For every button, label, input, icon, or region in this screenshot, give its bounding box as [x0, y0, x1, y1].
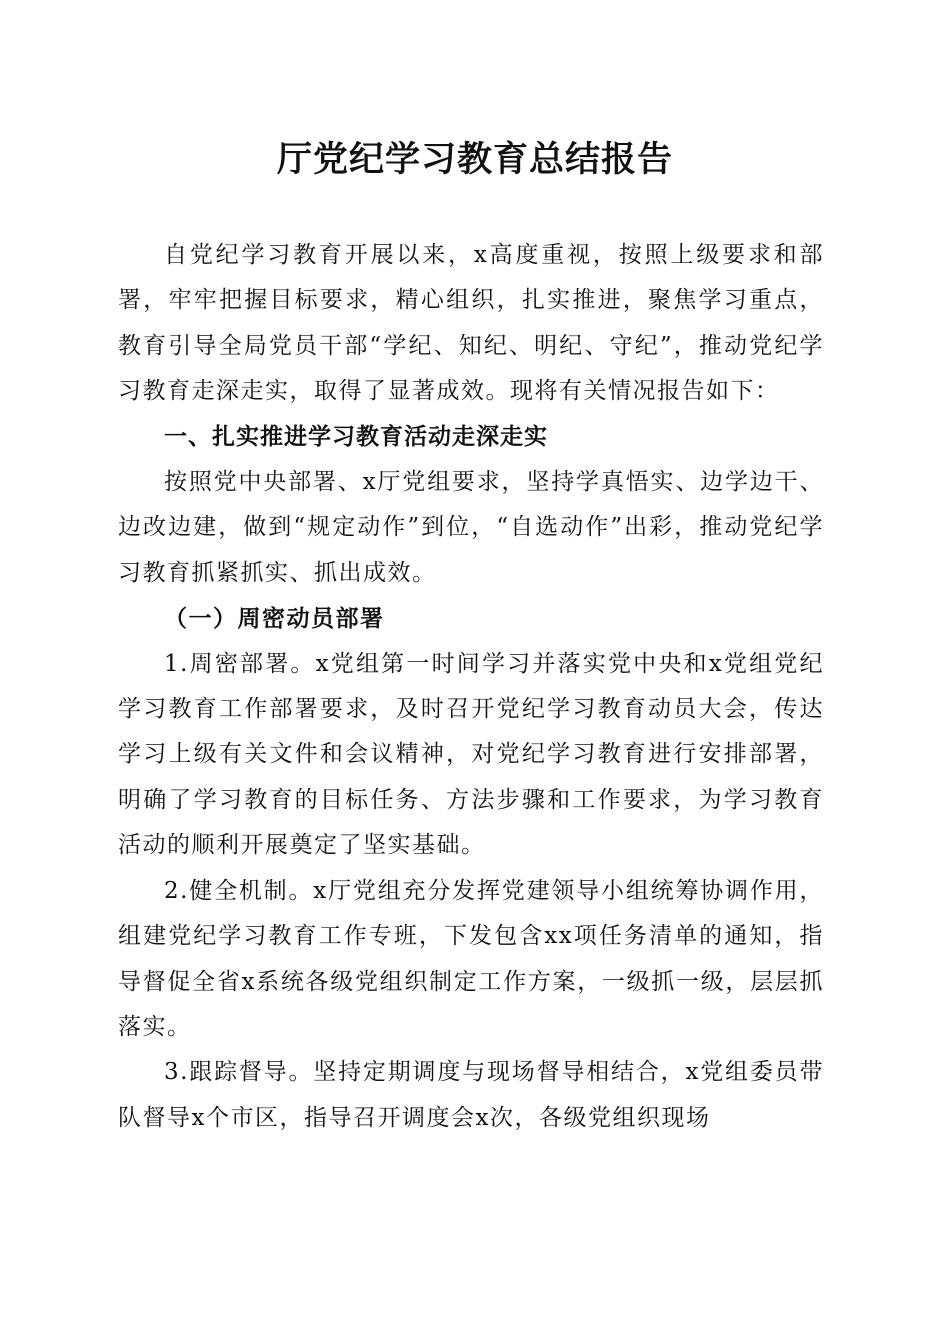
- document-title: 厅党纪学习教育总结报告: [276, 139, 673, 180]
- section-1-intro: 按照党中央部署、x厅党组要求，坚持学真悟实、边学边干、边改边建，做到“规定动作”到位，“自选动作”出彩，推动党纪学习教育抓紧抓实、抓出成效。: [118, 469, 824, 586]
- section-heading-1: 一、扎实推进学习教育活动走深走实: [164, 423, 548, 450]
- list-item: 1.周密部署。x党组第一时间学习并落实党中央和x党组党纪学习教育工作部署要求，及时召开党纪学习教育动员大会，传达学习上级有关文件和会议精神，对党纪学习教育进行安排部署，明确了学习教育的目标任务、方法步骤和工作要求，为学习教育活动的顺利开展奠定了坚实基础。: [118, 650, 824, 859]
- list-item: 3.跟踪督导。坚持定期调度与现场督导相结合，x党组委员带队督导x个市区，指导召开调度会x次，各级党组织现场: [118, 1059, 824, 1131]
- list-item: 2.健全机制。x厅党组充分发挥党建领导小组统筹协调作用，组建党纪学习教育工作专班，下发包含xx项任务清单的通知，指导督促全省x系统各级党组织制定工作方案，一级抓一级，层层抓落实。: [118, 877, 824, 1040]
- document-body: [118, 233, 824, 1141]
- intro-paragraph: 自党纪学习教育开展以来，x高度重视，按照上级要求和部署，牢牢把握目标要求，精心组织，扎实推进，聚焦学习重点，教育引导全局党员干部“学纪、知纪、明纪、守纪”，推动党纪学习教育走深走实，取得了显著成效。现将有关情况报告如下：: [118, 242, 824, 405]
- subsection-heading-1: （一）周密动员部署: [164, 605, 385, 633]
